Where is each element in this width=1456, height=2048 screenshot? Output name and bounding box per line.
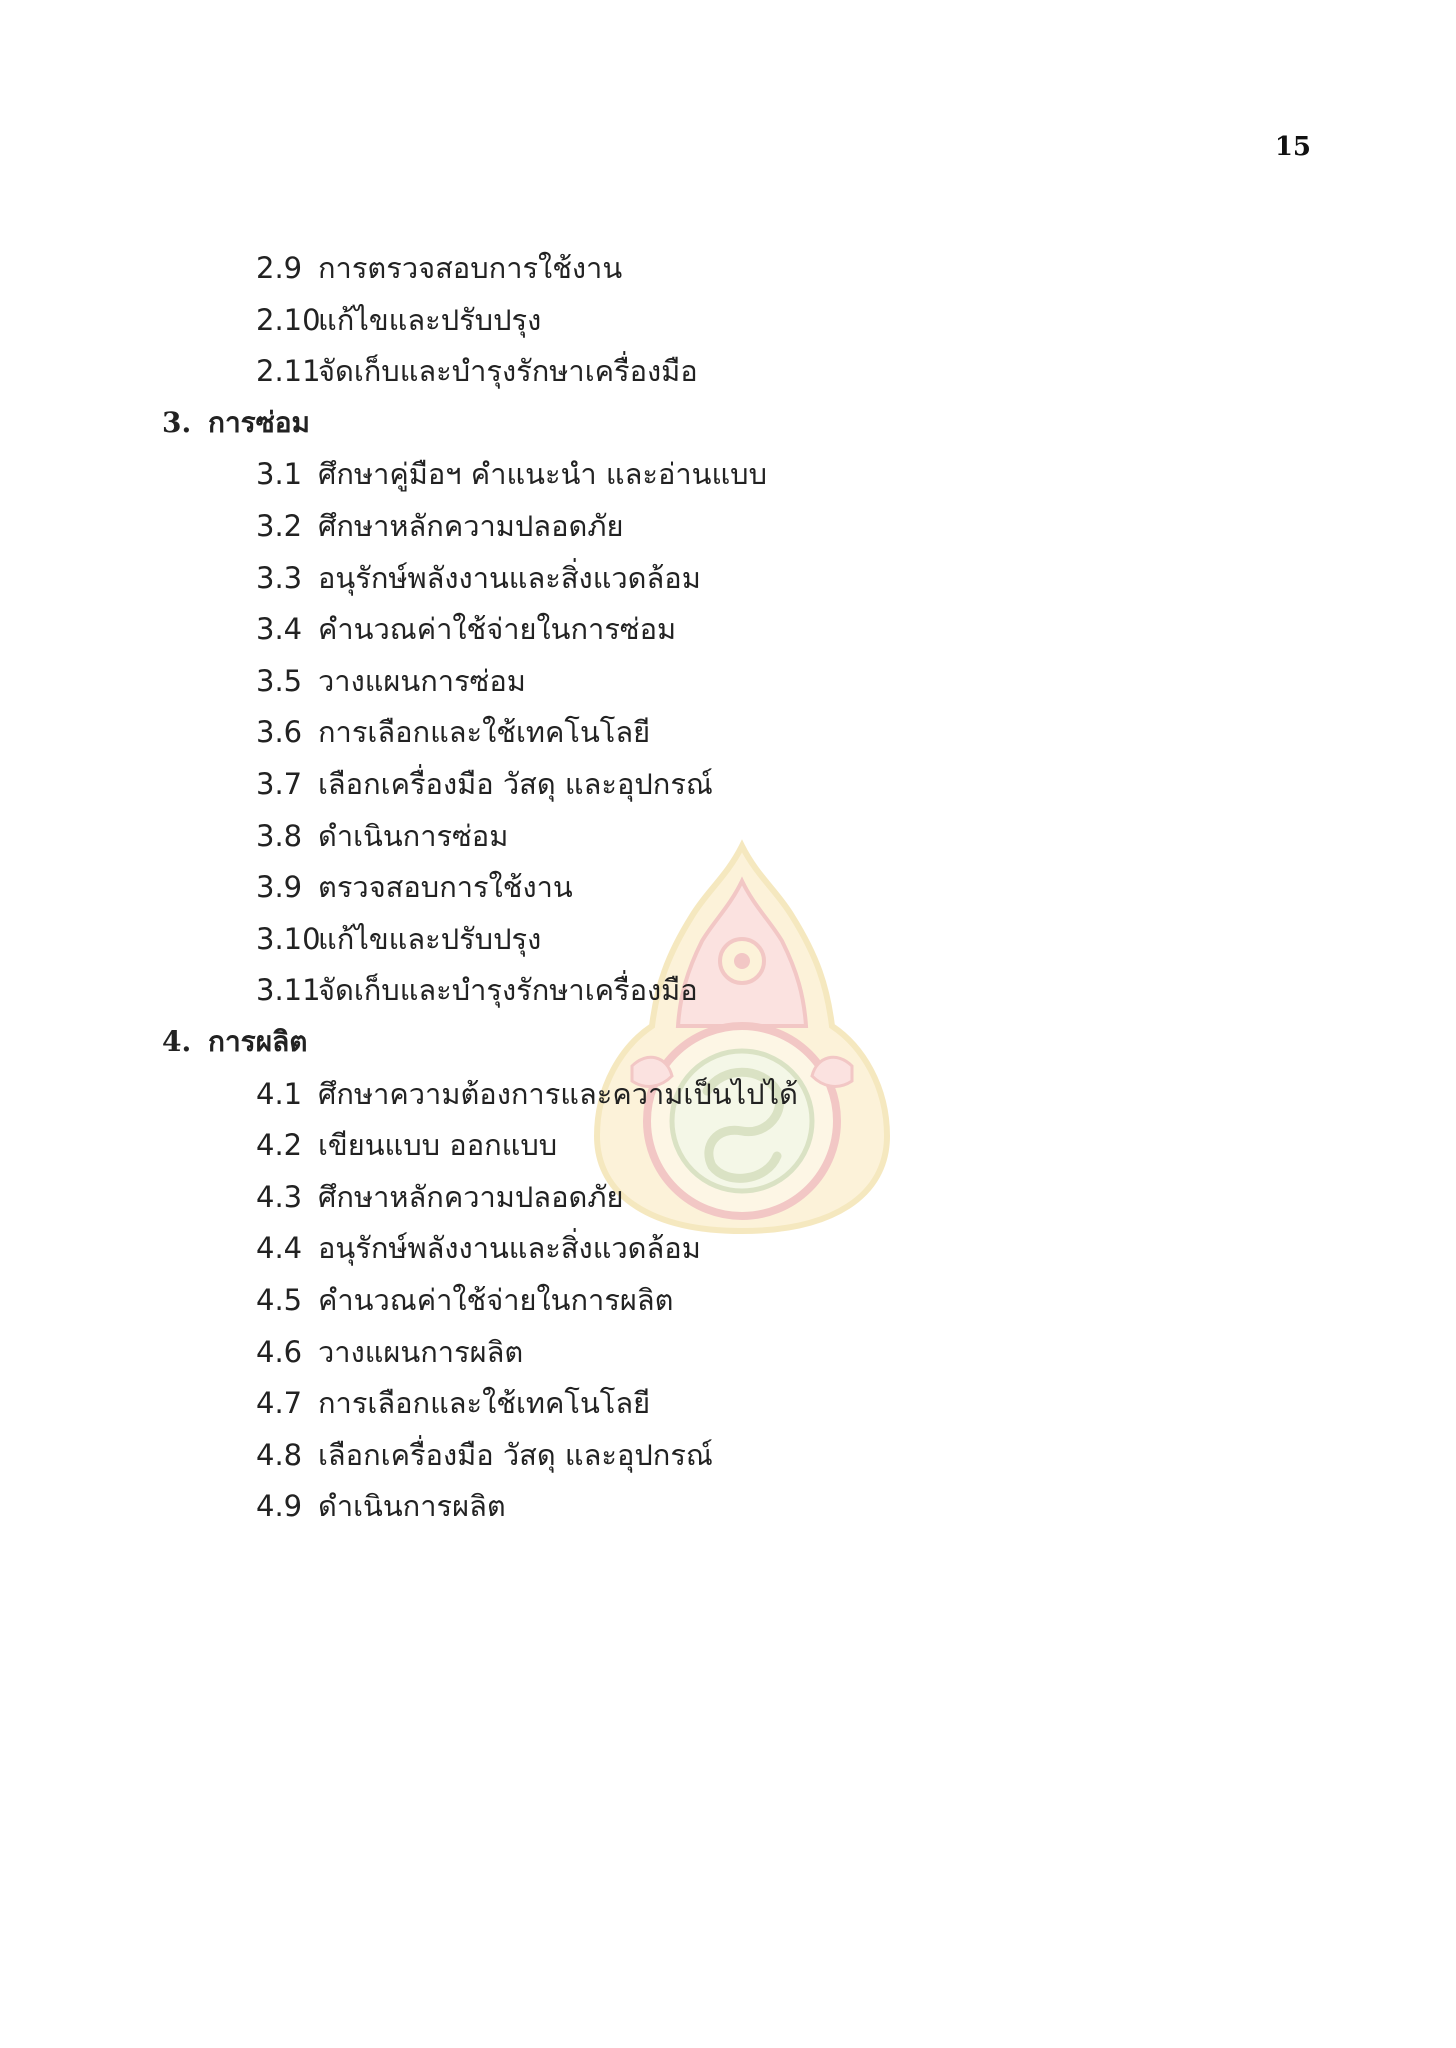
- item-number: 2.11: [256, 354, 321, 389]
- section-title: การผลิต: [208, 1025, 308, 1058]
- item-text: การเลือกและใช้เทคโนโลยี: [318, 1386, 651, 1421]
- list-item: [0, 1173, 1456, 1221]
- item-number: 4.6: [256, 1334, 303, 1369]
- list-item: [0, 605, 1456, 653]
- item-number: 3.2: [256, 509, 303, 543]
- item-text: ศึกษาหลักความปลอดภัย: [318, 509, 624, 543]
- item-number: 4.1: [256, 1076, 303, 1111]
- list-item: [0, 296, 1456, 344]
- item-number: 4.8: [256, 1437, 303, 1472]
- item-number: 3.10: [256, 921, 321, 956]
- section-title: การซ่อม: [208, 405, 310, 439]
- list-item: [0, 554, 1456, 602]
- list-item: [0, 244, 1456, 292]
- item-text: การตรวจสอบการใช้งาน: [318, 251, 623, 285]
- item-number: 3.3: [256, 560, 303, 595]
- item-text: ดำเนินการซ่อม: [318, 818, 509, 853]
- item-text: เลือกเครื่องมือ วัสดุ และอุปกรณ์: [318, 767, 713, 801]
- item-number: 3.6: [256, 715, 303, 750]
- item-text: คำนวณค่าใช้จ่ายในการผลิต: [318, 1283, 674, 1317]
- item-number: 4.5: [256, 1283, 303, 1317]
- item-number: 4.2: [256, 1128, 303, 1163]
- section-number: 3.: [162, 405, 192, 439]
- list-item: [0, 502, 1456, 550]
- list-item: [0, 1328, 1456, 1376]
- list-item: [0, 1482, 1456, 1530]
- item-text: ดำเนินการผลิต: [318, 1489, 506, 1524]
- item-number: 4.9: [256, 1489, 303, 1524]
- item-text: เขียนแบบ ออกแบบ: [318, 1128, 558, 1163]
- section-heading: [0, 1018, 1456, 1066]
- list-item: [0, 1121, 1456, 1169]
- item-text: แก้ไขและปรับปรุง: [318, 921, 542, 956]
- item-text: การเลือกและใช้เทคโนโลยี: [318, 715, 651, 750]
- list-item: [0, 708, 1456, 756]
- section-number: 4.: [162, 1025, 192, 1058]
- list-item: [0, 347, 1456, 395]
- list-item: [0, 1276, 1456, 1324]
- item-number: 3.8: [256, 818, 303, 853]
- item-text: ตรวจสอบการใช้งาน: [318, 870, 573, 905]
- item-number: 3.4: [256, 612, 303, 647]
- list-item: [0, 915, 1456, 963]
- item-text: วางแผนการผลิต: [318, 1334, 524, 1369]
- list-item: [0, 1070, 1456, 1118]
- list-item: [0, 1224, 1456, 1272]
- item-number: 3.1: [256, 457, 303, 492]
- item-number: 4.7: [256, 1386, 303, 1421]
- item-text: ศึกษาหลักความปลอดภัย: [318, 1179, 624, 1214]
- list-item: [0, 966, 1456, 1014]
- item-number: 3.7: [256, 767, 303, 801]
- item-number: 4.4: [256, 1231, 303, 1266]
- item-number: 3.5: [256, 663, 303, 698]
- section-heading: [0, 399, 1456, 447]
- item-text: จัดเก็บและบำรุงรักษาเครื่องมือ: [318, 354, 698, 389]
- item-text: ศึกษาคู่มือฯ คำแนะนำ และอ่านแบบ: [318, 457, 767, 492]
- list-item: [0, 1379, 1456, 1427]
- list-item: [0, 450, 1456, 498]
- item-number: 2.9: [256, 251, 303, 285]
- item-number: 3.11: [256, 973, 321, 1008]
- list-item: [0, 863, 1456, 911]
- list-item: [0, 760, 1456, 808]
- item-number: 3.9: [256, 870, 303, 905]
- list-item: [0, 657, 1456, 705]
- item-text: วางแผนการซ่อม: [318, 663, 526, 698]
- item-text: จัดเก็บและบำรุงรักษาเครื่องมือ: [318, 973, 698, 1008]
- item-text: เลือกเครื่องมือ วัสดุ และอุปกรณ์: [318, 1437, 713, 1472]
- list-item: [0, 1431, 1456, 1479]
- list-item: [0, 812, 1456, 860]
- item-text: แก้ไขและปรับปรุง: [318, 302, 542, 337]
- item-text: คำนวณค่าใช้จ่ายในการซ่อม: [318, 612, 677, 647]
- item-number: 2.10: [256, 302, 321, 337]
- item-text: อนุรักษ์พลังงานและสิ่งแวดล้อม: [318, 1231, 701, 1266]
- item-text: อนุรักษ์พลังงานและสิ่งแวดล้อม: [318, 560, 701, 595]
- item-text: ศึกษาความต้องการและความเป็นไปได้: [318, 1076, 798, 1111]
- page-number: 15: [1274, 132, 1311, 162]
- item-number: 4.3: [256, 1179, 303, 1214]
